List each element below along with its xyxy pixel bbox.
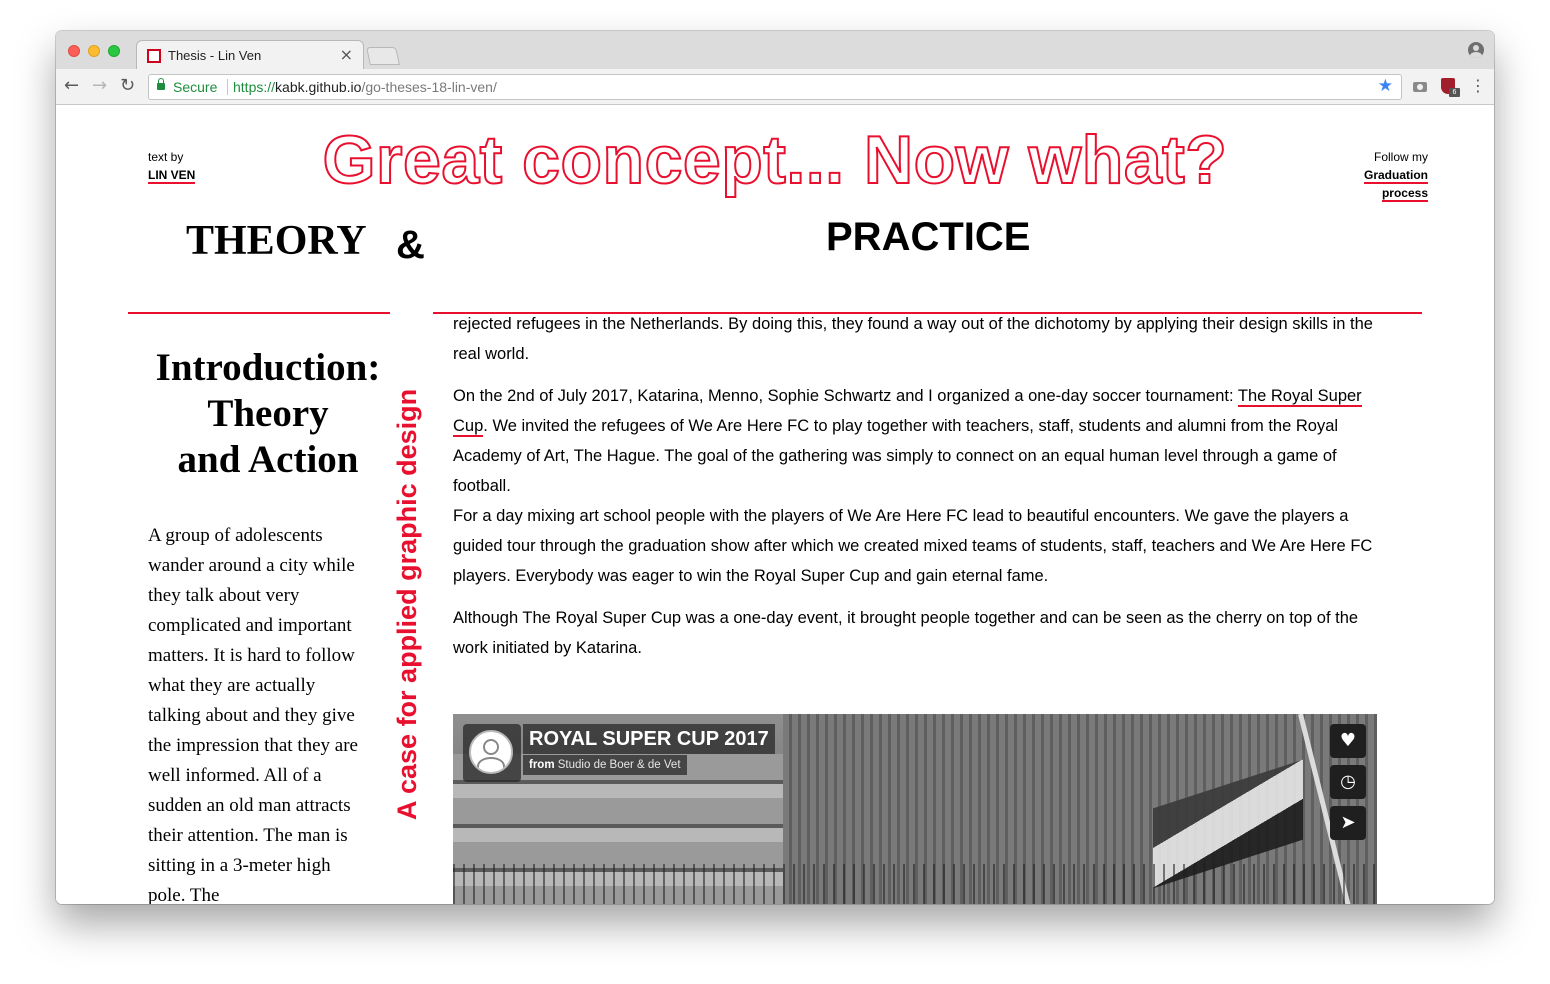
video-player[interactable] xyxy=(453,714,1377,904)
intro-title xyxy=(148,345,388,483)
video-thumbnail-crowd xyxy=(593,894,1213,904)
tab-close-icon[interactable]: × xyxy=(339,45,353,64)
follow-block xyxy=(1364,148,1428,202)
secure-label: Secure xyxy=(173,79,218,95)
ampersand: & xyxy=(396,223,425,267)
practice-heading: PRACTICE xyxy=(826,215,1031,259)
browser-toolbar xyxy=(56,69,1494,105)
profile-icon[interactable] xyxy=(1468,42,1484,58)
tab-thesis[interactable] xyxy=(136,40,364,69)
page-headline: Great concept... Now what? xyxy=(322,122,1228,198)
practice-article xyxy=(453,309,1383,675)
article-paragraph: For a day mixing art school people with the players of We Are Here FC lead to beautiful encounters. We gave the players a guided tour through the graduation show after which we created mixed teams of students, staff, teachers and We Are Here FC players. Everybody was eager to win the Royal Super Cup and gain eternal fame. xyxy=(453,507,1373,585)
article-paragraph: Although The Royal Super Cup was a one-day event, it brought people together and can be seen as the cherry on top of the work initiated by Katarina. xyxy=(453,609,1359,657)
intro-title-line: Introduction: xyxy=(155,346,381,389)
article-paragraph: rejected refugees in the Netherlands. By doing this, they found a way out of the dichotomy by applying their design skills in the real world. xyxy=(453,315,1373,363)
browser-window xyxy=(56,31,1494,904)
new-tab-button[interactable] xyxy=(366,47,400,65)
vertical-subtitle: A case for applied graphic design xyxy=(392,388,422,820)
article-text: On the 2nd of July 2017, Katarina, Menno, Sophie Schwartz and I organized a one-day soccer tournament: xyxy=(453,387,1238,405)
url-path: /go-theses-18-lin-ven/ xyxy=(361,79,497,95)
theory-divider xyxy=(128,312,390,314)
royal-super-cup-link[interactable]: The Royal Super Cup xyxy=(453,387,1362,435)
article-text: . We invited the refugees of We Are Here FC to play together with teachers, staff, students and alumni from the Royal Academy of Art, The Hague. The goal of the gathering was simply to connect on an equal human level through a game of football. xyxy=(453,417,1339,495)
graduation-link[interactable]: Graduation xyxy=(1363,168,1428,182)
minimize-window-button[interactable] xyxy=(88,45,100,57)
forward-arrow-icon[interactable]: → xyxy=(92,75,108,96)
address-bar[interactable] xyxy=(148,74,1402,100)
paper-plane-icon[interactable]: ➤ xyxy=(1330,806,1366,840)
page-viewport xyxy=(56,105,1494,904)
tab-title: Thesis - Lin Ven xyxy=(168,48,262,63)
reload-icon[interactable]: ↻ xyxy=(120,75,136,96)
article-paragraph xyxy=(453,381,1383,501)
user-avatar-icon[interactable] xyxy=(469,730,513,774)
intro-title-line: Theory xyxy=(207,392,329,435)
favicon-icon xyxy=(147,49,161,63)
url-scheme: https:// xyxy=(233,79,276,95)
url-text[interactable] xyxy=(233,79,497,95)
tab-bar xyxy=(56,31,1494,69)
url-host: kabk.github.io xyxy=(275,79,362,95)
camera-icon[interactable] xyxy=(1413,82,1427,92)
theory-body-text: A group of adolescents wander around a city while they talk about very complicated and important matters. It is hard to follow what they are actually talking about and they give the impression that they are well informed. All of a sudden an old man attracts their attention. The man is sitting in a 3-meter high pole. The xyxy=(148,525,358,904)
omnibox-divider xyxy=(227,79,228,95)
star-icon[interactable]: ★ xyxy=(1377,76,1393,96)
maximize-window-button[interactable] xyxy=(108,45,120,57)
close-window-button[interactable] xyxy=(68,45,80,57)
intro-title-line: and Action xyxy=(177,438,359,481)
kebab-menu-icon[interactable]: ⋮ xyxy=(1470,76,1486,95)
back-arrow-icon[interactable]: ← xyxy=(64,75,80,96)
process-link[interactable]: process xyxy=(1381,186,1428,200)
author-link[interactable]: LIN VEN xyxy=(148,168,196,182)
lock-icon xyxy=(157,83,165,90)
video-from-label: from xyxy=(529,759,555,771)
clock-icon[interactable]: ◷ xyxy=(1330,765,1366,799)
theory-heading: THEORY xyxy=(186,218,367,264)
text-by-label: text by xyxy=(148,150,184,164)
heart-icon[interactable]: ♥ xyxy=(1330,724,1366,758)
video-title[interactable]: ROYAL SUPER CUP 2017 xyxy=(523,724,775,754)
video-author-link[interactable]: Studio de Boer & de Vet xyxy=(557,759,681,771)
follow-label: Follow my xyxy=(1373,150,1428,164)
extension-badge: 6 xyxy=(1449,88,1460,97)
video-byline xyxy=(523,755,687,775)
